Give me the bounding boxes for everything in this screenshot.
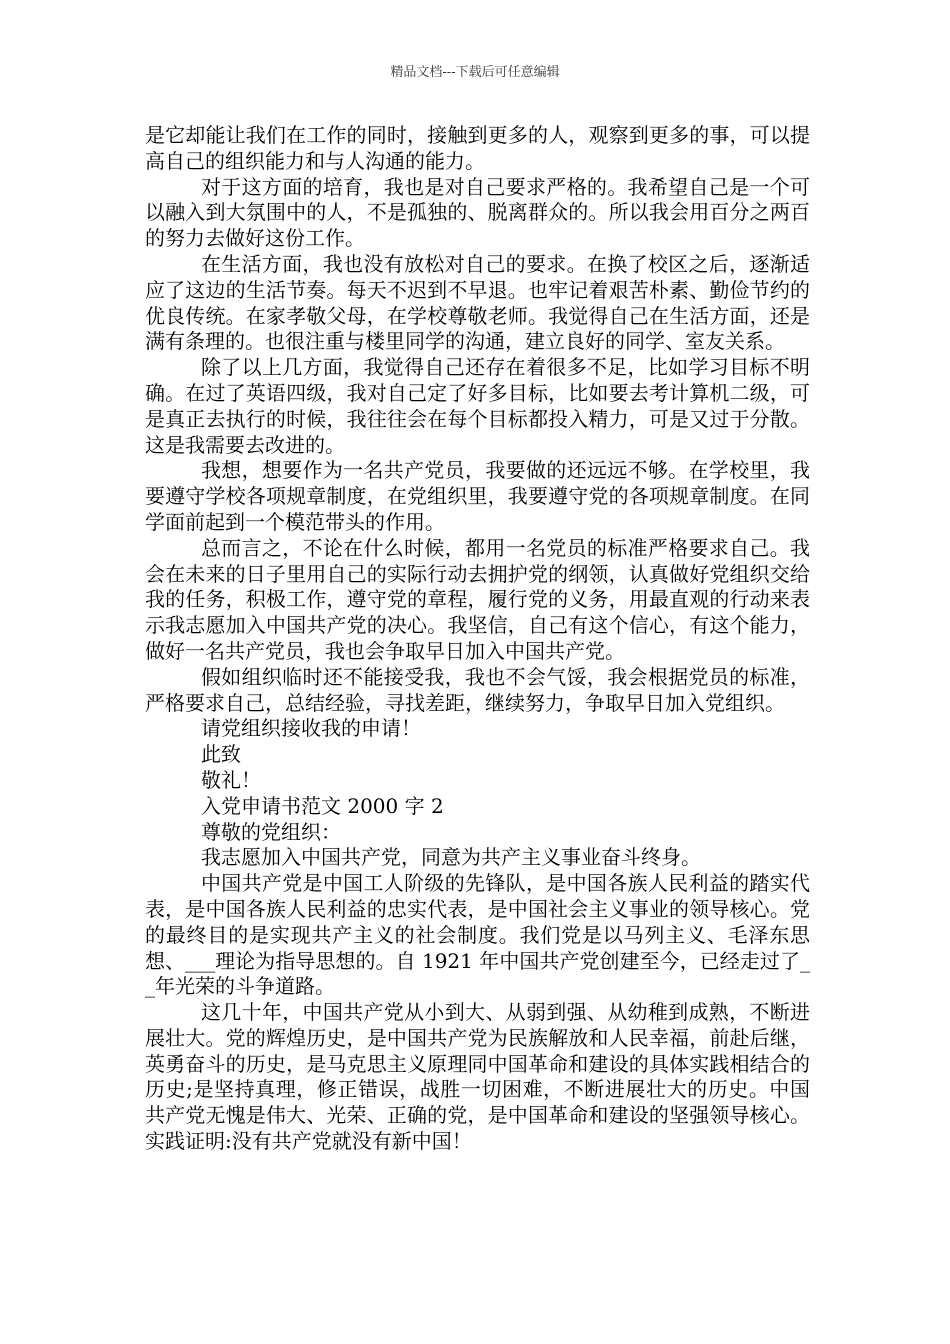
document-body [145, 123, 810, 1155]
paragraph: 总而言之，不论在什么时候，都用一名党员的标准严格要求自己。我会在未来的日子里用自己的实际行动去拥护党的纲领，认真做好党组织交给我的任务，积极工作，遵守党的章程，履行党的义务，用最直观的行动来表示我志愿加入中国共产党的决心。我坚信，自己有这个信心，有这个能力，做好一名共产党员，我也会争取早日加入中国共产党。 [145, 535, 810, 663]
closing-salutation: 此致 [201, 742, 241, 767]
paragraph: 我想，想要作为一名共产党员，我要做的还远远不够。在学校里，我要遵守学校各项规章制度，在党组织里，我要遵守党的各项规章制度。在同学面前起到一个模范带头的作用。 [145, 458, 810, 534]
closing-regards: 敬礼！ [201, 767, 261, 792]
paragraph: 对于这方面的培育，我也是对自己要求严格的。我希望自己是一个可以融入到大氛围中的人，不是孤独的、脱离群众的。所以我会用百分之两百的努力去做好这份工作。 [145, 174, 810, 251]
paragraph: 假如组织临时还不能接受我，我也不会气馁，我会根据党员的标准，严格要求自己，总结经验，寻找差距，继续努力，争取早日加入党组织。 [145, 664, 810, 715]
page-header: 精品文档---下载后可任意编辑 [390, 65, 560, 80]
paragraph: 是它却能让我们在工作的同时，接触到更多的人，观察到更多的事，可以提高自己的组织能力和与人沟通的能力。 [145, 123, 810, 173]
section-title: 入党申请书范文 2000 字 2 [201, 793, 444, 818]
paragraph: 这几十年，中国共产党从小到大、从弱到强、从幼稚到成熟，不断进展壮大。党的辉煌历史，是中国共产党为民族解放和人民幸福，前赴后继，英勇奋斗的历史，是马克思主义原理同中国革命和建设的具体实践相结合的历史;是坚持真理，修正错误，战胜一切困难，不断进展壮大的历史。中国共产党无愧是伟大、光荣、正确的党，是中国革命和建设的坚强领导核心。实践证明:没有共产党就没有新中国！ [145, 1000, 810, 1154]
paragraph: 除了以上几方面，我觉得自己还存在着很多不足，比如学习目标不明确。在过了英语四级，我对自己定了好多目标，比如要去考计算机二级，可是真正去执行的时候，我往往会在每个目标都投入精力，可是又过于分散。这是我需要去改进的。 [145, 355, 810, 457]
paragraph: 我志愿加入中国共产党，同意为共产主义事业奋斗终身。 [201, 845, 701, 870]
closing-request: 请党组织接收我的申请！ [201, 716, 421, 741]
paragraph: 中国共产党是中国工人阶级的先锋队，是中国各族人民利益的踏实代表，是中国各族人民利益的忠实代表，是中国社会主义事业的领导核心。党的最终目的是实现共产主义的社会制度。我们党是以马列主义、毛泽东思想、___理论为指导思想的。自 1921 年中国共产党创建至今，已经走过了__年光荣的斗争道路。 [145, 871, 810, 999]
greeting: 尊敬的党组织： [201, 819, 341, 844]
paragraph: 在生活方面，我也没有放松对自己的要求。在换了校区之后，逐渐适应了这边的生活节奏。每天不迟到不早退。也牢记着艰苦朴素、勤俭节约的优良传统。在家孝敬父母，在学校尊敬老师。我觉得自己在生活方面，还是满有条理的。也很注重与楼里同学的沟通，建立良好的同学、室友关系。 [145, 251, 810, 354]
